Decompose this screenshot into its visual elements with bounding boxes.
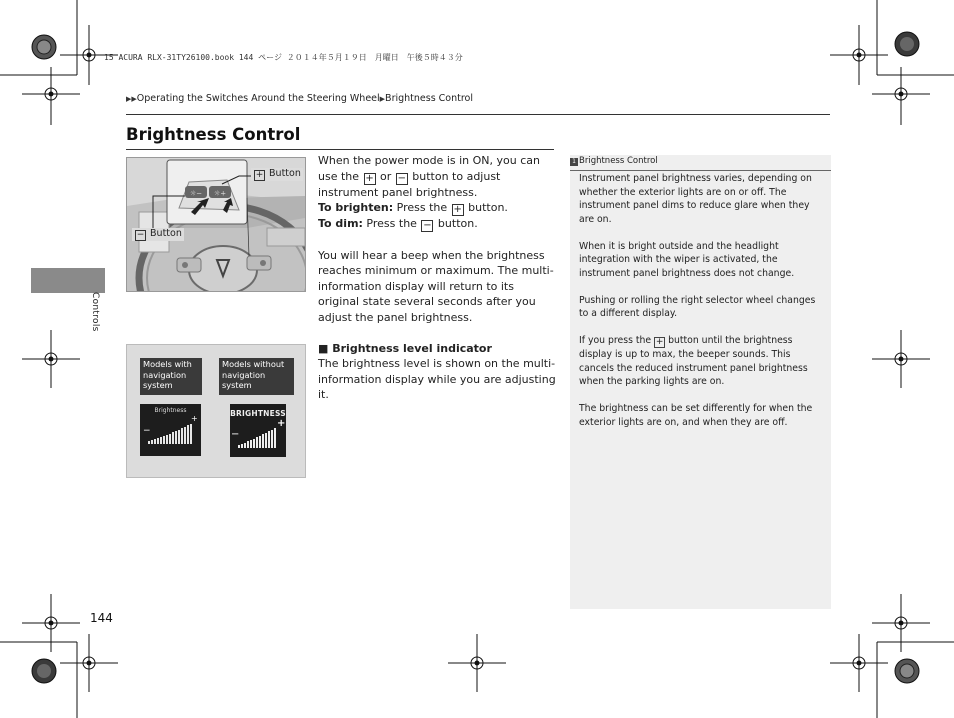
main-text xyxy=(318,153,558,403)
screen1-level-bars xyxy=(148,422,196,444)
intro-paragraph xyxy=(318,153,558,200)
screen2-minus: − xyxy=(231,429,240,440)
chapter-tab-label: Controls xyxy=(90,292,100,332)
title-rule xyxy=(126,149,554,150)
sidebar-paragraph-3: Pushing or rolling the right selector wheel changes to a different display. xyxy=(579,294,816,319)
dim-symbol: − xyxy=(423,220,432,231)
sidebar-p4-text-2: button until the brightness display is up to max, the beeper sounds. This cancels the reduced instrument panel brightness when the parking lights are on. xyxy=(579,335,808,387)
plus-button-label: Button xyxy=(269,168,301,179)
note-icon: 1 xyxy=(570,158,578,166)
beep-paragraph: You will hear a beep when the brightness reaches minimum or maximum. The multi-information display will return to its original state several seconds after you adjust the panel brightness. xyxy=(318,248,554,324)
minus-symbol: − xyxy=(136,230,145,240)
screen1-minus: − xyxy=(143,426,151,436)
dim-text-1: Press the xyxy=(362,217,421,230)
breadcrumb-item-brightness-control[interactable]: Brightness Control xyxy=(385,93,474,104)
minus-button-symbol: − xyxy=(397,172,406,184)
sidebar-plus-symbol: + xyxy=(655,337,664,347)
brighten-label: To brighten: xyxy=(318,201,394,214)
brighten-instruction xyxy=(318,200,558,216)
chapter-tab[interactable] xyxy=(31,268,105,293)
indicator-heading xyxy=(318,341,558,357)
dim-instruction xyxy=(318,216,558,232)
plus-button-symbol: + xyxy=(365,172,374,184)
dim-label: To dim: xyxy=(318,217,363,230)
screen2-plus: + xyxy=(277,418,286,429)
minus-button-label: Button xyxy=(150,228,182,239)
sidebar-paragraph-5: The brightness can be set differently for when the exterior lights are on, and when they are off. xyxy=(579,403,813,428)
steering-wheel-figure xyxy=(126,157,306,292)
print-header: 15 ACURA RLX-31TY26100.book 144 ページ ２０１４年５月１９日 月曜日 午後５時４３分 xyxy=(104,53,463,62)
label-with-navigation: Models with navigation system xyxy=(140,358,202,395)
page-title: Brightness Control xyxy=(126,125,301,144)
sidebar-paragraph-2: When it is bright outside and the headlight integration with the wiper is activated, the instrument panel brightness does not change. xyxy=(579,240,795,279)
brighten-text-1: Press the xyxy=(393,201,451,214)
intro-or: or xyxy=(376,169,395,183)
brighten-text-2: button. xyxy=(464,201,508,214)
sidebar-notes xyxy=(570,155,831,609)
indicator-paragraph: The brightness level is shown on the multi-information display while you are adjusting it. xyxy=(318,357,556,401)
page-number: 144 xyxy=(90,611,113,625)
svg-text:☼−: ☼− xyxy=(190,189,203,198)
display-without-navigation xyxy=(230,404,286,457)
sidebar-p4-text-1: If you press the xyxy=(579,335,655,346)
plus-button-callout xyxy=(251,168,303,181)
minus-button-callout xyxy=(132,228,184,241)
indicator-marker: ■ xyxy=(318,341,329,355)
sidebar-paragraph-1: Instrument panel brightness varies, depending on whether the exterior lights are on or off. The instrument panel dims to reduce glare when they are on. xyxy=(579,173,812,225)
sidebar-heading-text: Brightness Control xyxy=(579,156,658,166)
label-without-navigation: Models without navigation system xyxy=(219,358,294,395)
sidebar-paragraph-4 xyxy=(579,334,827,389)
breadcrumb-item-operating-switches[interactable]: Operating the Switches Around the Steering Wheel xyxy=(136,93,380,104)
sidebar-body xyxy=(579,172,827,443)
breadcrumb-arrows: ▶▶ xyxy=(126,95,137,103)
dim-text-2: button. xyxy=(434,217,478,230)
brighten-symbol: + xyxy=(453,204,462,215)
screen2-level-bars xyxy=(238,426,282,448)
indicator-heading-text: Brightness level indicator xyxy=(332,341,492,355)
breadcrumb-separator: ▶ xyxy=(379,95,386,103)
breadcrumb xyxy=(126,93,473,104)
intro-text-2: button to adjust instrument panel brightness. xyxy=(318,169,501,199)
screen1-title: Brightness xyxy=(154,407,187,414)
screen1-plus: + xyxy=(191,414,198,423)
sidebar-heading xyxy=(570,155,831,171)
intro-text-1: When the power mode is in ON, you can use the xyxy=(318,154,540,183)
display-with-navigation xyxy=(140,404,201,456)
plus-symbol: + xyxy=(255,170,264,180)
brightness-indicator-figure xyxy=(126,344,306,478)
svg-text:☼+: ☼+ xyxy=(214,189,227,198)
screen2-title: BRIGHTNESS xyxy=(230,409,286,418)
header-rule xyxy=(126,114,830,115)
